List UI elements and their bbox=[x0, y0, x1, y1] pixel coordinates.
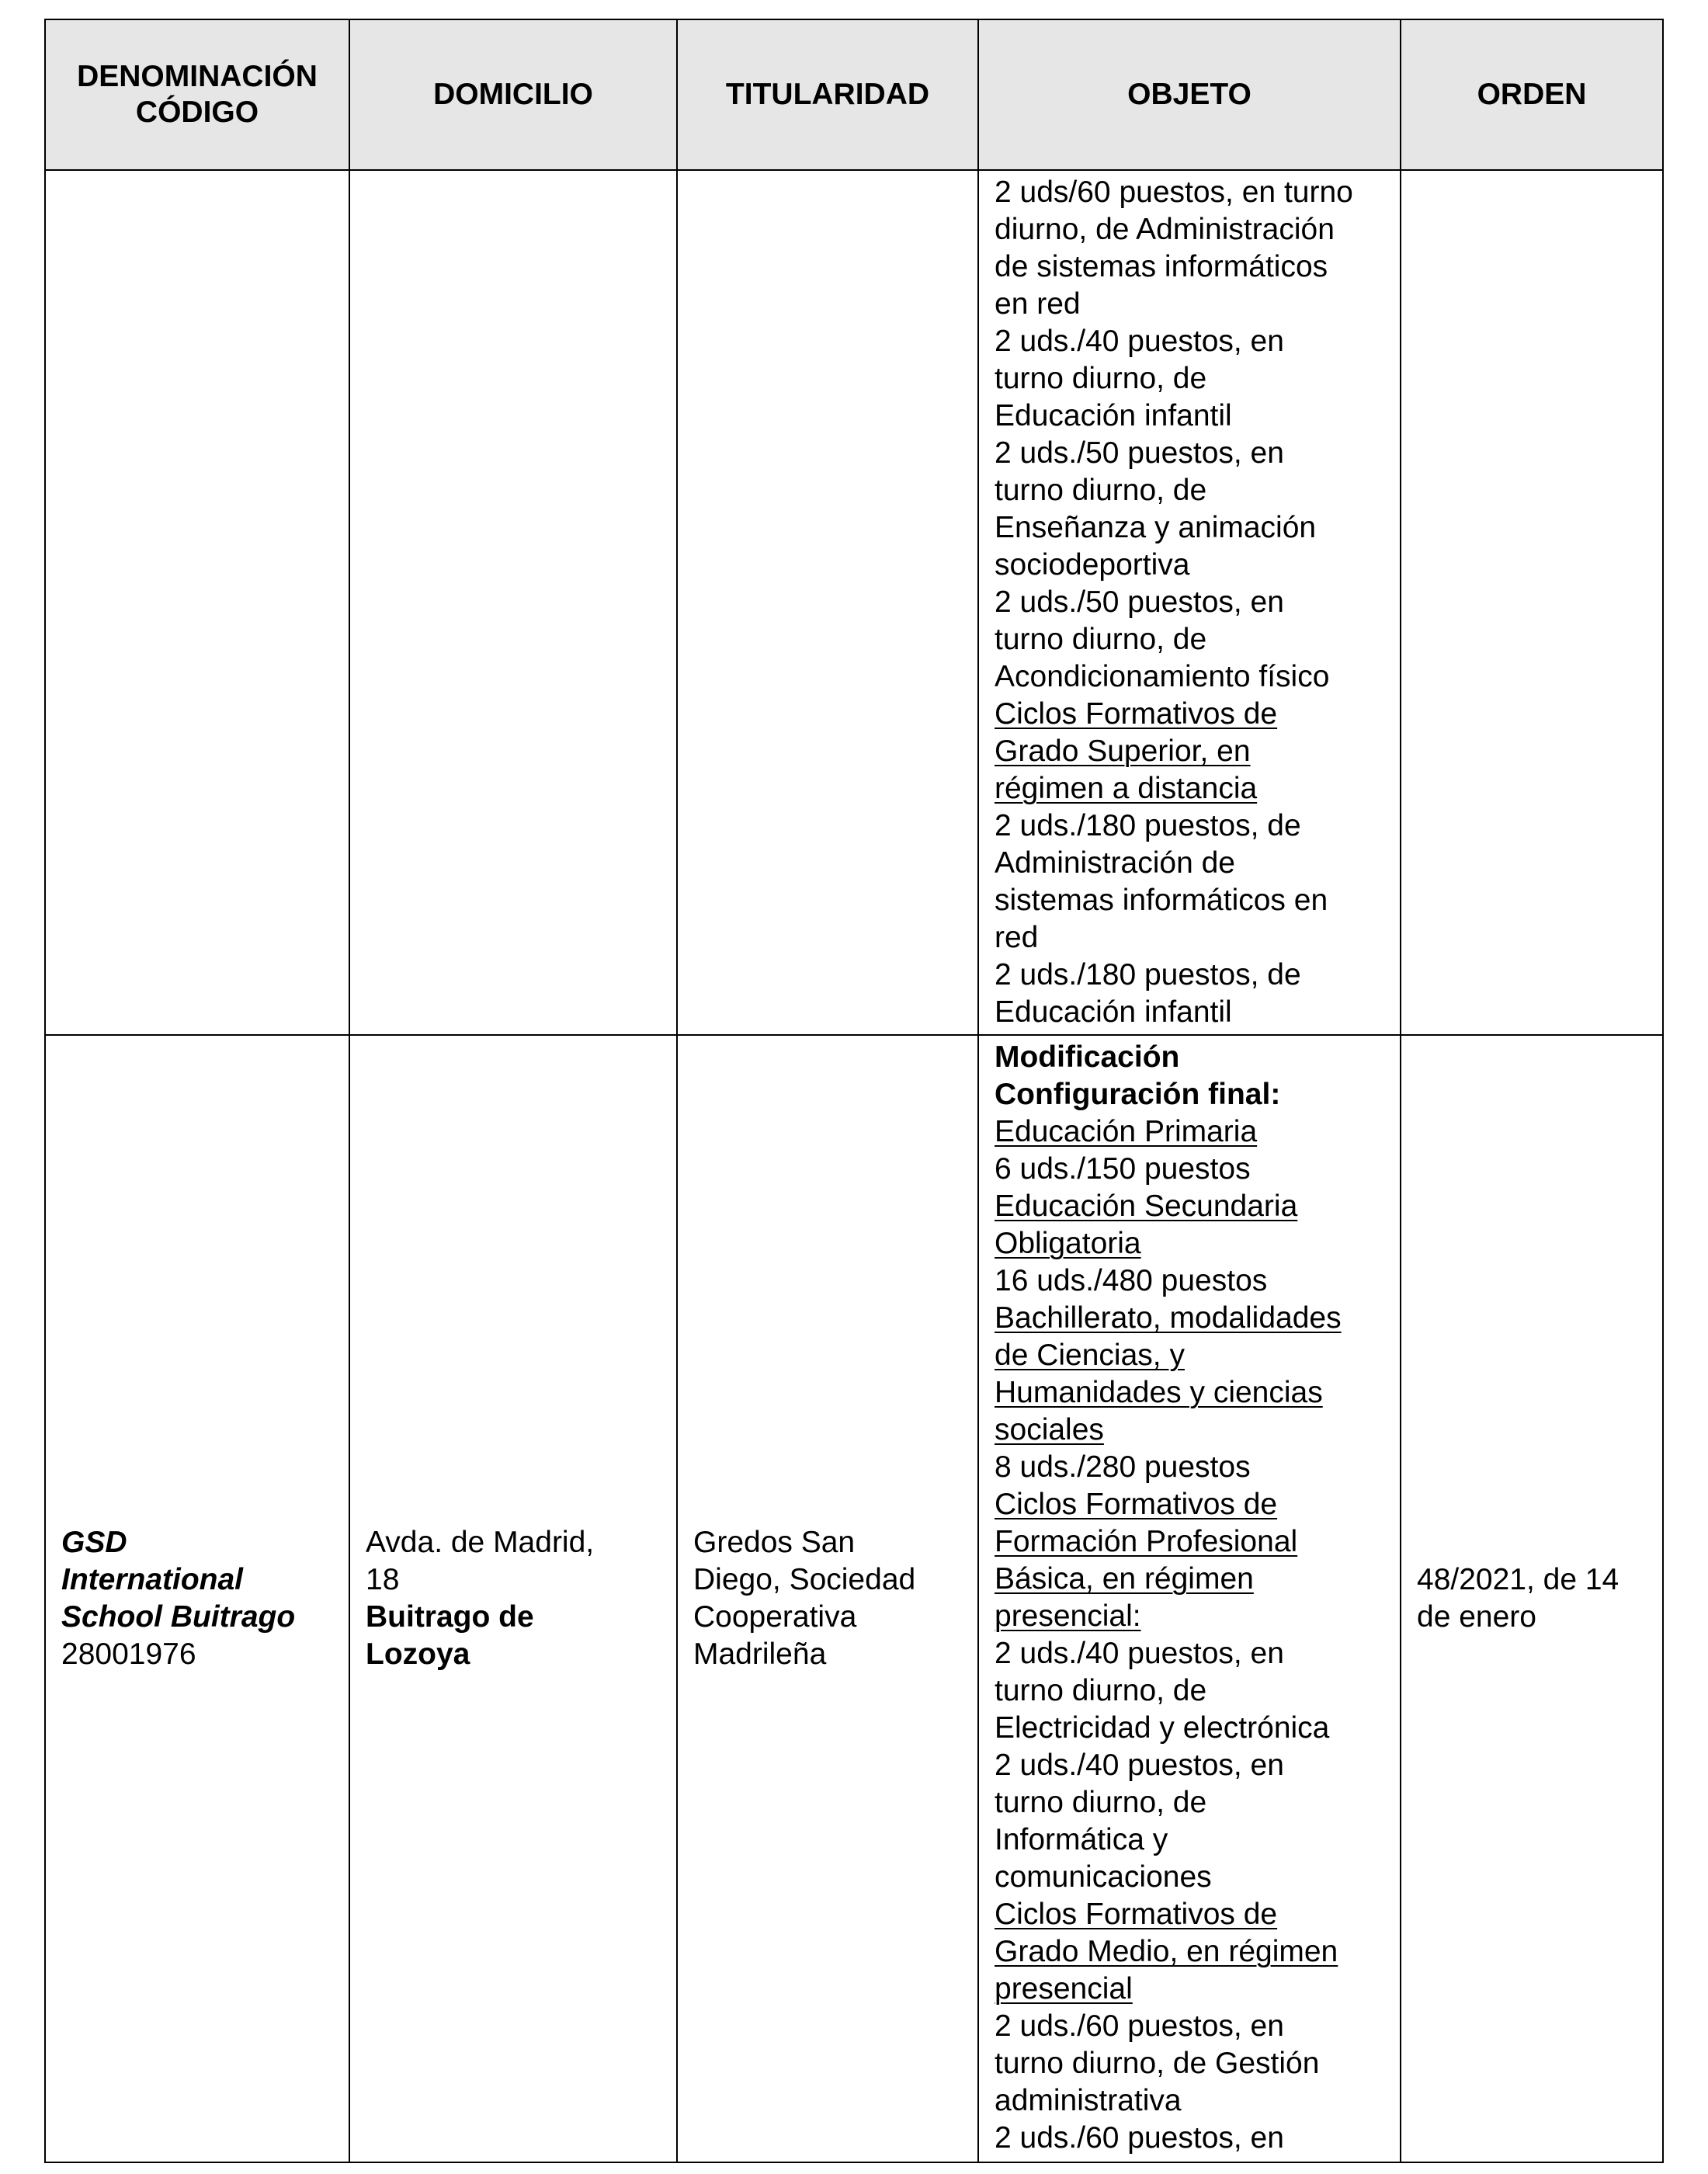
objeto-line: Ciclos Formativos de bbox=[995, 1898, 1278, 1931]
objeto-line: comunicaciones bbox=[995, 1860, 1212, 1894]
owner-line: Cooperativa bbox=[693, 1600, 857, 1634]
objeto-line: Formación Profesional bbox=[995, 1525, 1298, 1558]
objeto-line: turno diurno, de bbox=[995, 1786, 1207, 1819]
header-denominacion-line2: CÓDIGO bbox=[135, 96, 259, 129]
objeto-line: administrativa bbox=[995, 2084, 1182, 2117]
objeto-line: presencial bbox=[995, 1972, 1133, 2006]
objeto-line: Educación Primaria bbox=[995, 1115, 1258, 1148]
objeto-line: turno diurno, de bbox=[995, 362, 1207, 395]
header-objeto: OBJETO bbox=[978, 19, 1401, 170]
objeto-line: turno diurno, de bbox=[995, 474, 1207, 507]
objeto-line: de sistemas informáticos bbox=[995, 250, 1328, 283]
objeto-line: Grado Superior, en bbox=[995, 735, 1251, 768]
header-orden: ORDEN bbox=[1401, 19, 1663, 170]
table-row bbox=[45, 1035, 1663, 2162]
header-denominacion bbox=[45, 19, 349, 170]
objeto-line: Administración de bbox=[995, 846, 1235, 880]
center-name-line: School Buitrago bbox=[61, 1600, 296, 1634]
row2-objeto-text bbox=[979, 1036, 1400, 2160]
objeto-line: red bbox=[995, 921, 1039, 954]
row2-objeto-cell bbox=[978, 1035, 1401, 2162]
locality-line: Buitrago de bbox=[366, 1600, 534, 1634]
center-code: 28001976 bbox=[61, 1637, 196, 1671]
objeto-line: 2 uds./50 puestos, en bbox=[995, 585, 1284, 619]
objeto-line: Ciclos Formativos de bbox=[995, 1488, 1278, 1521]
row2-domicilio-cell bbox=[349, 1035, 677, 2162]
order-reference bbox=[1401, 1558, 1662, 1639]
address-line: Avda. de Madrid, bbox=[366, 1526, 595, 1559]
objeto-line: Modificación bbox=[995, 1040, 1180, 1074]
owner-line: Madrileña bbox=[693, 1637, 827, 1671]
objeto-line: turno diurno, de bbox=[995, 1674, 1207, 1707]
row1-objeto-text bbox=[979, 171, 1400, 1034]
objeto-line: Bachillerato, modalidades bbox=[995, 1301, 1342, 1335]
header-titularidad: TITULARIDAD bbox=[677, 19, 978, 170]
owner-line: Gredos San bbox=[693, 1526, 856, 1559]
objeto-line: 2 uds./60 puestos, en bbox=[995, 2121, 1284, 2155]
row2-titularidad-cell bbox=[677, 1035, 978, 2162]
objeto-line: 2 uds./40 puestos, en bbox=[995, 325, 1284, 358]
center-name-line: GSD bbox=[61, 1526, 127, 1559]
row2-orden-cell bbox=[1401, 1035, 1663, 2162]
owner-line: Diego, Sociedad bbox=[693, 1563, 916, 1596]
objeto-line: Educación infantil bbox=[995, 399, 1232, 432]
address-line: 18 bbox=[366, 1563, 400, 1596]
center-address bbox=[350, 1521, 676, 1676]
row1-denominacion-cell bbox=[45, 170, 349, 1035]
objeto-line: 6 uds./150 puestos bbox=[995, 1152, 1251, 1186]
objeto-line: 2 uds./60 puestos, en bbox=[995, 2009, 1284, 2043]
order-line: 48/2021, de 14 bbox=[1417, 1563, 1619, 1596]
objeto-line: 2 uds/60 puestos, en turno bbox=[995, 175, 1353, 209]
objeto-line: Enseñanza y animación bbox=[995, 511, 1317, 544]
objeto-line: 2 uds./40 puestos, en bbox=[995, 1637, 1284, 1670]
objeto-line: Electricidad y electrónica bbox=[995, 1711, 1330, 1745]
objeto-line: sistemas informáticos en bbox=[995, 884, 1328, 917]
objeto-line: presencial: bbox=[995, 1599, 1141, 1633]
row1-orden-cell bbox=[1401, 170, 1663, 1035]
objeto-line: Educación infantil bbox=[995, 995, 1232, 1029]
objeto-line: Ciclos Formativos de bbox=[995, 697, 1278, 731]
row1-objeto-cell bbox=[978, 170, 1401, 1035]
objeto-line: diurno, de Administración bbox=[995, 213, 1335, 246]
center-name bbox=[46, 1521, 349, 1676]
objeto-line: turno diurno, de Gestión bbox=[995, 2047, 1320, 2080]
objeto-line: sociodeportiva bbox=[995, 548, 1190, 582]
objeto-line: sociales bbox=[995, 1413, 1104, 1446]
objeto-line: Humanidades y ciencias bbox=[995, 1376, 1323, 1409]
objeto-line: Informática y bbox=[995, 1823, 1168, 1856]
objeto-line: Configuración final: bbox=[995, 1078, 1281, 1111]
row2-denominacion-cell bbox=[45, 1035, 349, 2162]
objeto-line: de Ciencias, y bbox=[995, 1339, 1185, 1372]
objeto-line: 8 uds./280 puestos bbox=[995, 1450, 1251, 1484]
objeto-line: turno diurno, de bbox=[995, 623, 1207, 656]
centers-table bbox=[44, 19, 1664, 2163]
objeto-line: Obligatoria bbox=[995, 1227, 1141, 1260]
objeto-line: 2 uds./180 puestos, de bbox=[995, 809, 1301, 842]
objeto-line: Acondicionamiento físico bbox=[995, 660, 1330, 693]
objeto-line: 2 uds./180 puestos, de bbox=[995, 958, 1301, 991]
locality-line: Lozoya bbox=[366, 1637, 470, 1671]
header-domicilio: DOMICILIO bbox=[349, 19, 677, 170]
center-name-line: International bbox=[61, 1563, 244, 1596]
row1-domicilio-cell bbox=[349, 170, 677, 1035]
objeto-line: Básica, en régimen bbox=[995, 1562, 1254, 1596]
row1-titularidad-cell bbox=[677, 170, 978, 1035]
objeto-line: Grado Medio, en régimen bbox=[995, 1935, 1338, 1968]
objeto-line: 16 uds./480 puestos bbox=[995, 1264, 1268, 1297]
header-row bbox=[45, 19, 1663, 170]
objeto-line: régimen a distancia bbox=[995, 772, 1258, 805]
objeto-line: 2 uds./40 puestos, en bbox=[995, 1749, 1284, 1782]
objeto-line: 2 uds./50 puestos, en bbox=[995, 436, 1284, 470]
center-owner bbox=[678, 1521, 977, 1676]
order-line: de enero bbox=[1417, 1600, 1536, 1634]
header-denominacion-line1: DENOMINACIÓN bbox=[77, 60, 318, 93]
table-row bbox=[45, 170, 1663, 1035]
objeto-line: Educación Secundaria bbox=[995, 1189, 1298, 1223]
objeto-line: en red bbox=[995, 287, 1081, 321]
